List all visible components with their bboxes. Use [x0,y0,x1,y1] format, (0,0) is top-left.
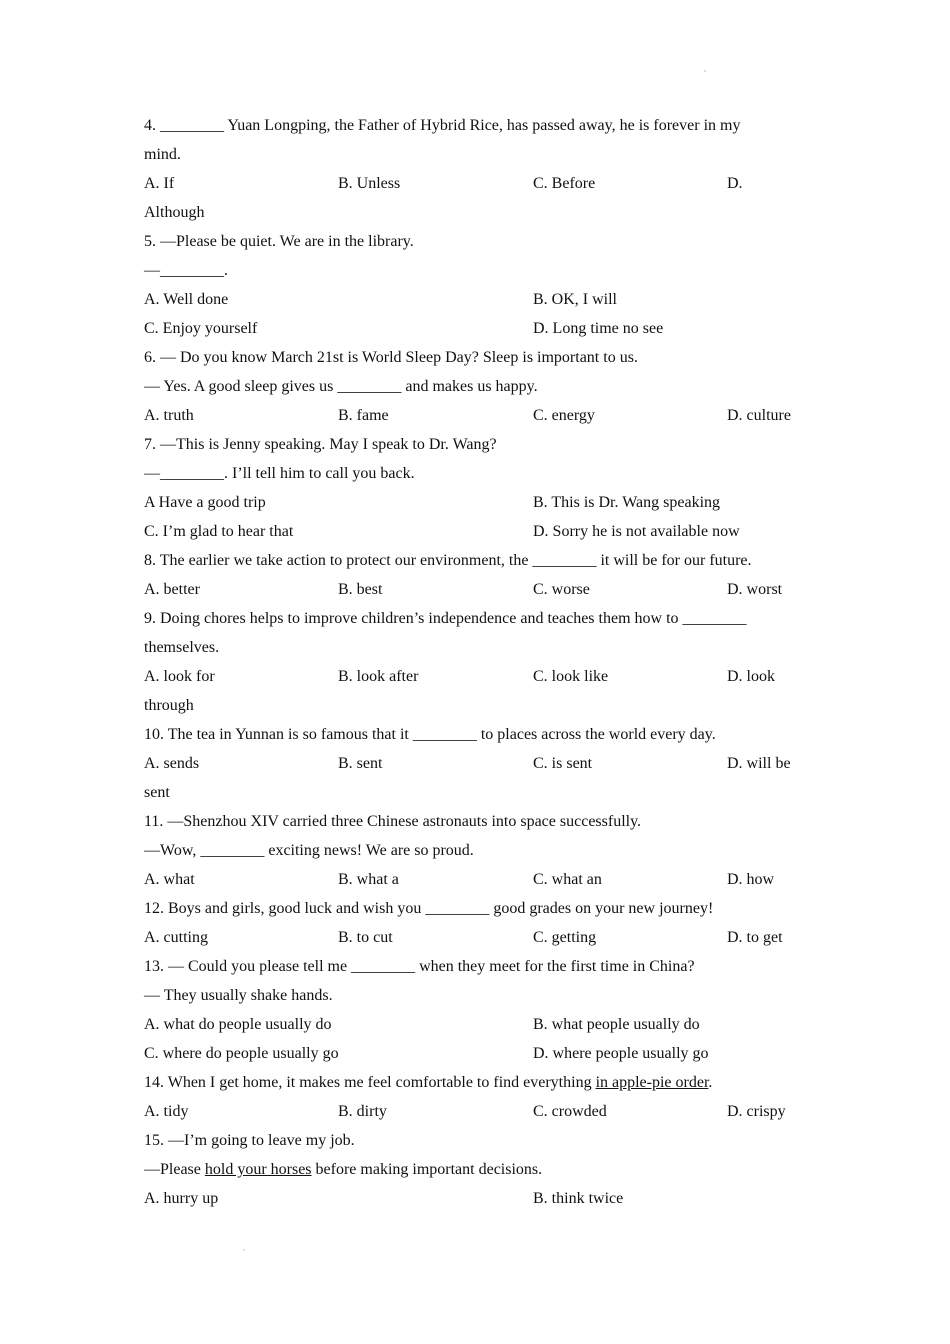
stem-text: 14. When I get home, it makes me feel comfortable to find everything [144,1074,596,1091]
underlined-phrase: in apple-pie order [595,1074,709,1091]
question-10-options [144,749,804,778]
option-b: B. Unless [338,175,401,192]
option-b: B. fame [338,407,389,424]
option-a: A. cutting [144,929,208,946]
option-a: A. look for [144,668,215,685]
exam-page [144,111,804,1213]
underlined-phrase: hold your horses [204,1161,312,1178]
option-b: B. what a [338,871,399,888]
option-b: B. dirty [338,1103,387,1120]
question-13-options-row1 [144,1010,804,1039]
option-a: A. If [144,175,175,192]
question-11-options [144,865,804,894]
question-4-stem: 4. ________ Yuan Longping, the Father of Hybrid Rice, has passed away, he is forever in my [144,117,741,134]
option-c: C. is sent [533,755,593,772]
question-7-options-row2 [144,517,804,546]
question-5-options-row1 [144,285,804,314]
option-c: C. Before [533,175,596,192]
question-11-stem-cont: —Wow, ________ exciting news! We are so proud. [144,842,474,859]
question-9-stem: 9. Doing chores helps to improve children’s independence and teaches them how to ________ [144,610,747,627]
option-a: A. sends [144,755,200,772]
option-a: A. what do people usually do [144,1016,332,1033]
scan-speck [243,1249,245,1251]
option-c: C. I’m glad to hear that [144,523,294,540]
option-c: C. energy [533,407,595,424]
question-14-options [144,1097,804,1126]
option-d-cont: sent [144,784,170,801]
option-a: A. Well done [144,291,229,308]
question-8-stem: 8. The earlier we take action to protect our environment, the ________ it will be for our future. [144,552,752,569]
question-12-options [144,923,804,952]
question-15-stem: 15. —I’m going to leave my job. [144,1132,355,1149]
option-d: D. worst [727,581,783,598]
question-13-stem-cont: — They usually shake hands. [144,987,333,1004]
question-9-stem-cont: themselves. [144,639,220,656]
option-b: B. OK, I will [533,291,617,308]
option-d: D. look [727,668,775,685]
question-15-options-row1 [144,1184,804,1213]
option-c: C. where do people usually go [144,1045,339,1062]
option-c: C. crowded [533,1103,607,1120]
option-c: C. what an [533,871,602,888]
option-a: A. truth [144,407,194,424]
question-4-stem-cont: mind. [144,146,181,163]
question-8-options [144,575,804,604]
question-7-stem: 7. —This is Jenny speaking. May I speak to Dr. Wang? [144,436,497,453]
option-d: D. where people usually go [533,1045,709,1062]
question-6-stem: 6. — Do you know March 21st is World Sleep Day? Sleep is important to us. [144,349,638,366]
question-12-stem: 12. Boys and girls, good luck and wish you ________ good grades on your new journey! [144,900,714,917]
option-a: A. better [144,581,200,598]
option-c: C. look like [533,668,609,685]
option-b: B. best [338,581,383,598]
question-7-options-row1 [144,488,804,517]
option-d: D. crispy [727,1103,786,1120]
stem-text-end: before making important decisions. [311,1161,543,1178]
option-c: C. getting [533,929,597,946]
question-7-stem-cont: —________. I’ll tell him to call you back. [144,465,415,482]
question-5-options-row2 [144,314,804,343]
option-b: B. what people usually do [533,1016,700,1033]
option-b: B. sent [338,755,383,772]
option-b: B. to cut [338,929,393,946]
question-5-stem-cont: —________. [144,262,228,279]
scan-speck [704,70,706,72]
question-13-options-row2 [144,1039,804,1068]
option-a: A. what [144,871,195,888]
option-d: D. [727,175,743,192]
option-b: B. This is Dr. Wang speaking [533,494,721,511]
option-a: A Have a good trip [144,494,266,511]
option-d: D. Sorry he is not available now [533,523,740,540]
question-14-stem [144,1068,804,1097]
option-c: C. Enjoy yourself [144,320,258,337]
option-c: C. worse [533,581,590,598]
option-b: B. look after [338,668,419,685]
option-d: D. will be [727,755,791,772]
option-d-cont: Although [144,204,205,221]
question-6-stem-cont: — Yes. A good sleep gives us ________ and makes us happy. [144,378,538,395]
question-4-options [144,169,804,198]
option-d: D. to get [727,929,783,946]
option-d: D. how [727,871,775,888]
option-a: A. tidy [144,1103,189,1120]
question-9-options [144,662,804,691]
stem-text: —Please [144,1161,205,1178]
question-6-options [144,401,804,430]
question-15-stem-cont [144,1155,804,1184]
question-11-stem: 11. —Shenzhou XIV carried three Chinese astronauts into space successfully. [144,813,642,830]
option-d: D. Long time no see [533,320,664,337]
option-d-cont: through [144,697,194,714]
question-13-stem: 13. — Could you please tell me ________ when they meet for the first time in China? [144,958,695,975]
question-5-stem: 5. —Please be quiet. We are in the library. [144,233,414,250]
option-d: D. culture [727,407,791,424]
option-b: B. think twice [533,1190,624,1207]
option-a: A. hurry up [144,1190,219,1207]
question-10-stem: 10. The tea in Yunnan is so famous that it ________ to places across the world every day. [144,726,716,743]
stem-text-end: . [708,1074,713,1091]
